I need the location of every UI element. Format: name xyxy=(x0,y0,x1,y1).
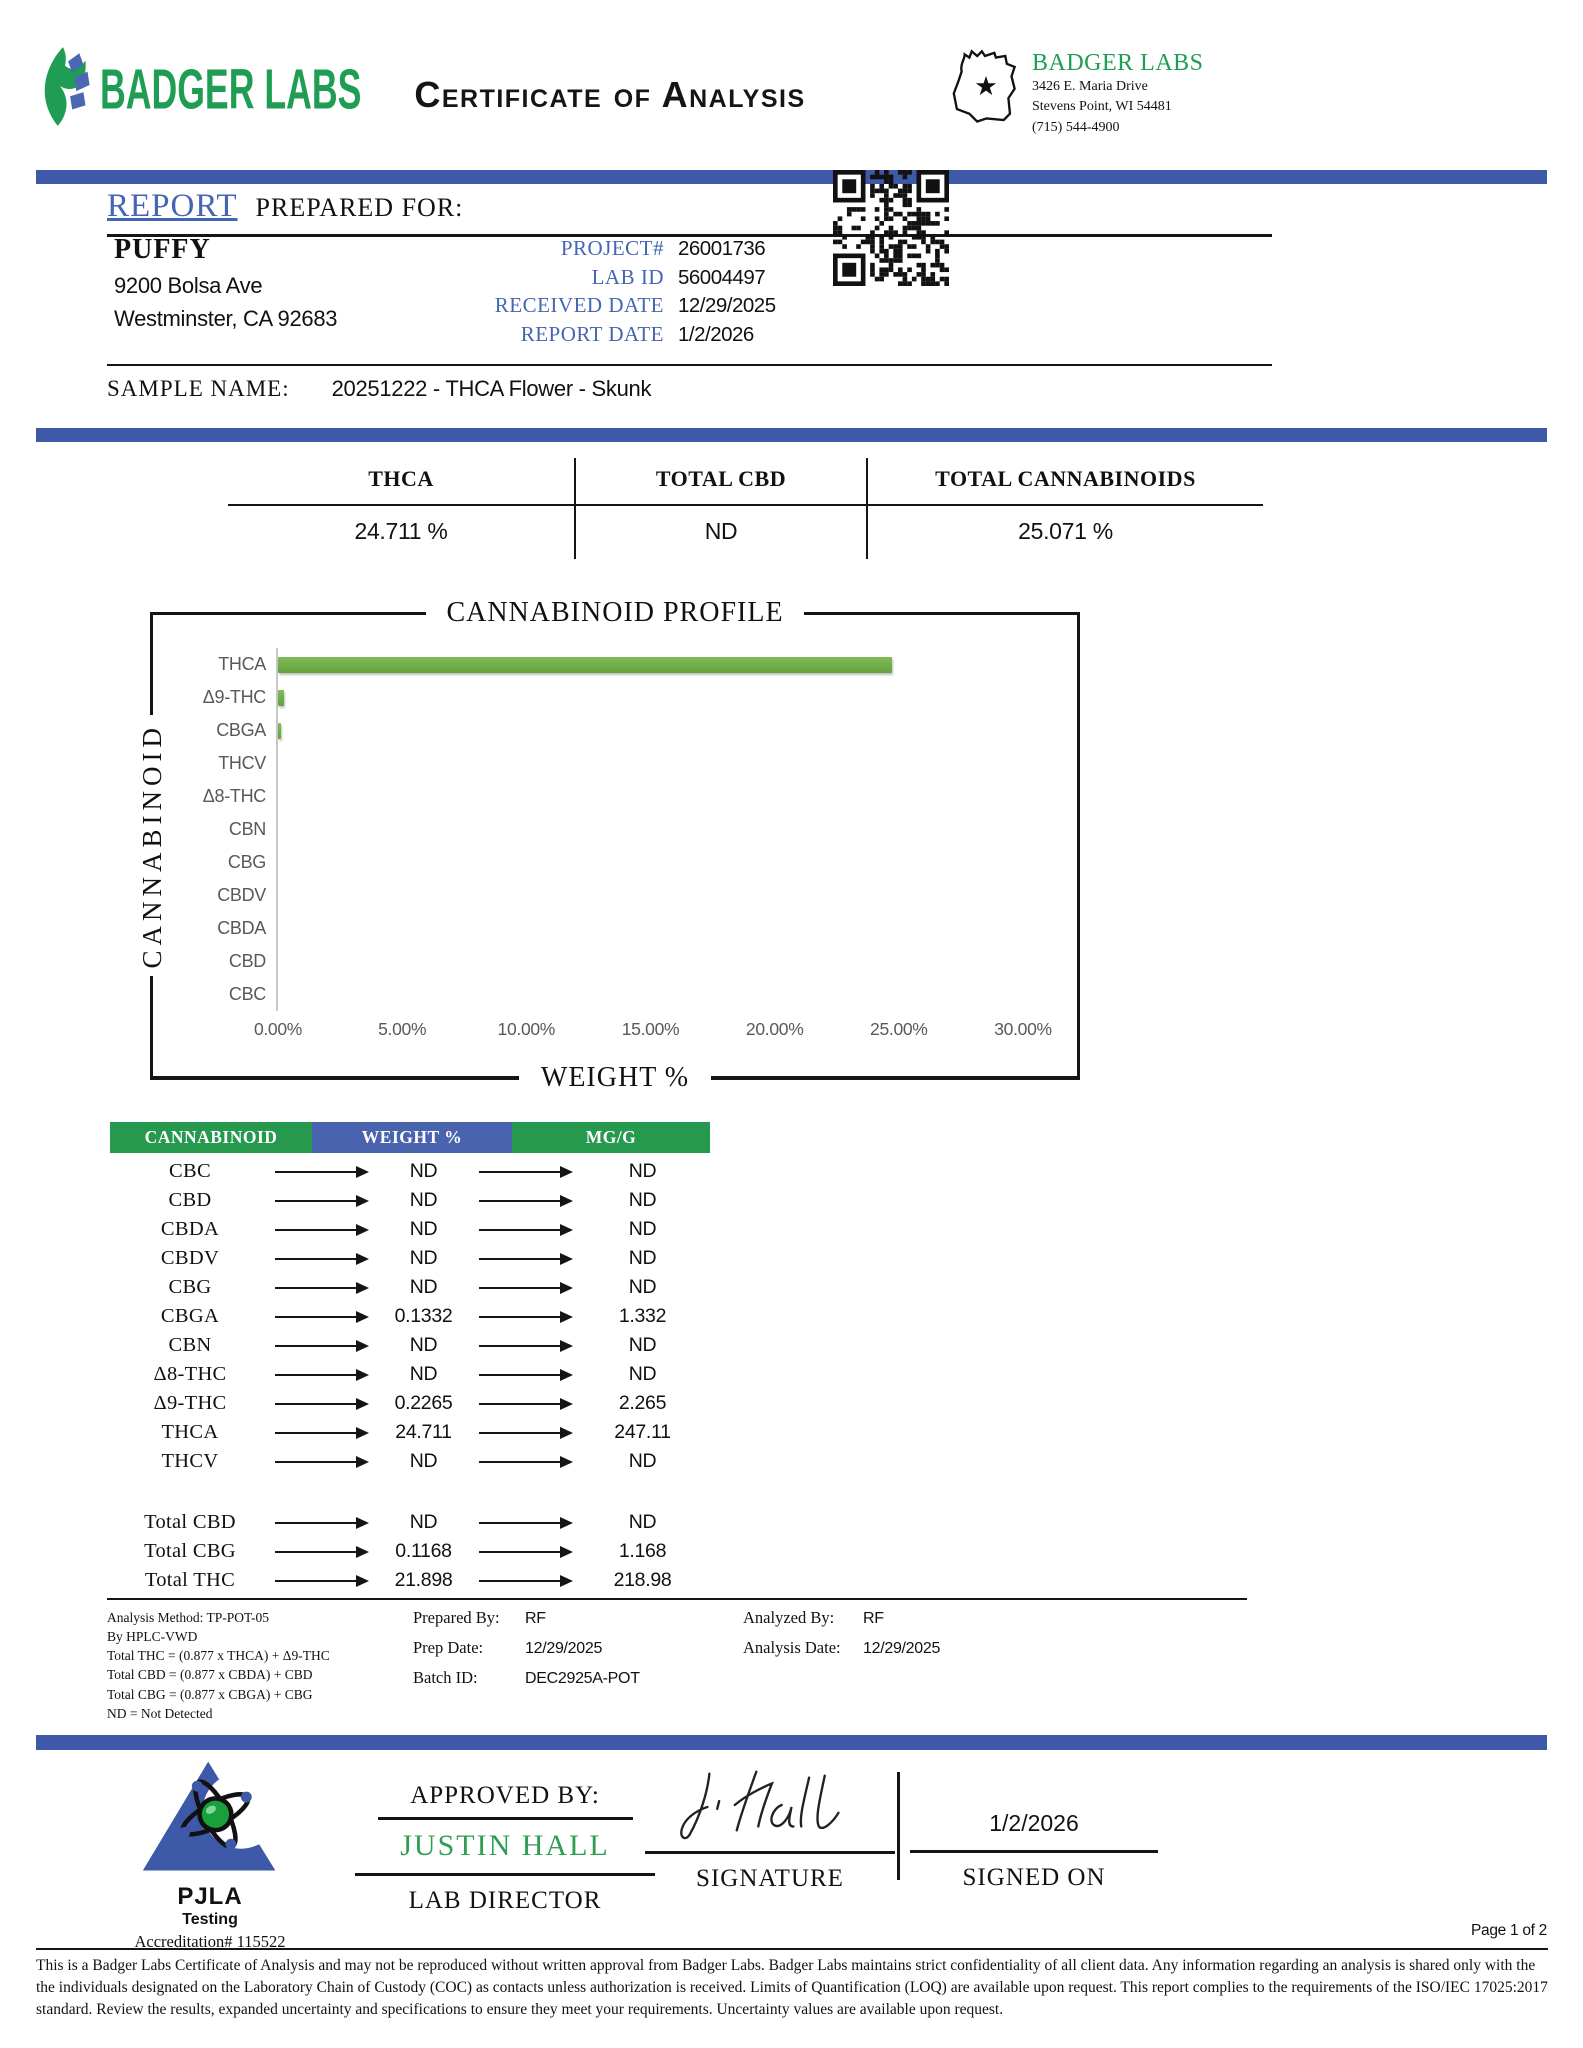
report-field-value: 26001736 xyxy=(678,237,766,260)
star-icon: ★ xyxy=(974,71,998,102)
table-row xyxy=(110,1566,710,1595)
summary-header: TOTAL CBD xyxy=(576,458,866,506)
arrow-cell xyxy=(475,1345,575,1347)
right-arrow-icon xyxy=(275,1522,367,1524)
arrow-cell xyxy=(475,1258,575,1260)
arrow-cell xyxy=(270,1374,372,1376)
mg-per-g-value: ND xyxy=(628,1247,657,1269)
method-note-line: Analysis Method: TP-POT-05 xyxy=(107,1610,270,1625)
chart-row xyxy=(194,813,1080,846)
chart-row xyxy=(194,978,1080,1011)
right-arrow-icon xyxy=(275,1345,367,1347)
chart-bar-track xyxy=(276,879,1023,912)
report-field-value: 1/2/2026 xyxy=(678,322,754,346)
pjla-name: PJLA xyxy=(177,1883,243,1910)
summary-table xyxy=(228,458,1263,559)
chart-bar-track xyxy=(276,813,1023,846)
right-arrow-icon xyxy=(275,1403,367,1405)
right-arrow-icon xyxy=(479,1345,571,1347)
cannabinoid-name: CBC xyxy=(169,1160,211,1182)
chart-bar-track xyxy=(276,747,1023,780)
results-table xyxy=(110,1122,710,1595)
cannabinoid-profile-chart xyxy=(137,594,1080,1097)
chart-bar-track xyxy=(276,714,1023,747)
client-address-line2: Westminster, CA 92683 xyxy=(114,306,338,331)
report-field xyxy=(330,236,808,265)
lab-phone: (715) 544-4900 xyxy=(1032,119,1120,135)
prep-date-label: Prep Date: xyxy=(413,1638,484,1657)
chart-category-label: CBC xyxy=(228,984,266,1004)
arrow-cell xyxy=(270,1171,372,1173)
chart-border-line xyxy=(150,1076,519,1080)
weight-percent-value: 21.898 xyxy=(394,1569,453,1591)
right-arrow-icon xyxy=(479,1287,571,1289)
logo-wordmark: BADGER LABS xyxy=(100,58,362,121)
mg-per-g-value: ND xyxy=(628,1160,657,1182)
pjla-accreditation-block xyxy=(100,1758,320,1952)
signature-block xyxy=(645,1760,895,1893)
chart-bar xyxy=(278,690,284,706)
weight-percent-value: ND xyxy=(409,1363,438,1385)
chart-body xyxy=(137,632,1080,1059)
cannabinoid-name: Total THC xyxy=(144,1569,236,1591)
chart-border-line xyxy=(804,612,1080,615)
right-arrow-icon xyxy=(479,1374,571,1376)
chart-bar-track xyxy=(276,945,1023,978)
arrow-cell xyxy=(475,1374,575,1376)
report-heading-rest: PREPARED FOR: xyxy=(255,193,464,222)
chart-x-axis-label: WEIGHT % xyxy=(540,1062,690,1093)
weight-percent-value: ND xyxy=(409,1189,438,1211)
chart-plot-area xyxy=(194,632,1080,1059)
arrow-cell xyxy=(475,1316,575,1318)
right-arrow-icon xyxy=(275,1200,367,1202)
report-heading-accent: REPORT xyxy=(107,188,238,224)
table-row xyxy=(110,1537,710,1566)
method-note-line: By HPLC-VWD xyxy=(107,1629,198,1645)
report-field-label: LAB ID xyxy=(591,264,664,289)
approved-by-block xyxy=(355,1782,655,1915)
divider-bar-middle xyxy=(36,428,1547,442)
cannabinoid-name: CBDA xyxy=(160,1218,220,1240)
batch-id-label: Batch ID: xyxy=(413,1668,478,1687)
report-field-value: 56004497 xyxy=(678,265,766,289)
analyzed-by-row xyxy=(743,1608,940,1628)
pjla-logo-icon xyxy=(135,1863,285,1880)
table-row xyxy=(110,1302,710,1331)
chart-category-label: THCA xyxy=(218,654,266,674)
weight-percent-value: 24.711 xyxy=(395,1421,452,1443)
approver-title: LAB DIRECTOR xyxy=(408,1887,602,1914)
arrow-cell xyxy=(475,1171,575,1173)
chart-category-label: CBG xyxy=(227,852,266,872)
pjla-sub: Testing xyxy=(182,1911,238,1928)
client-name: PUFFY xyxy=(114,234,211,265)
summary-column xyxy=(576,458,868,559)
report-field-label: REPORT DATE xyxy=(520,321,664,346)
badger-leaf-icon xyxy=(34,44,96,135)
table-header-cell: WEIGHT % xyxy=(312,1122,512,1153)
chart-bar xyxy=(278,723,281,739)
client-block xyxy=(114,234,337,332)
table-row xyxy=(110,1360,710,1389)
right-arrow-icon xyxy=(275,1316,367,1318)
right-arrow-icon xyxy=(479,1171,571,1173)
chart-left-border xyxy=(137,632,194,1059)
mg-per-g-value: 1.168 xyxy=(618,1540,667,1562)
right-arrow-icon xyxy=(275,1287,367,1289)
report-heading xyxy=(107,188,1272,237)
mg-per-g-value: ND xyxy=(628,1334,657,1356)
table-header-cell: MG/G xyxy=(512,1122,710,1153)
chart-category-label: Δ8-THC xyxy=(202,786,266,806)
right-arrow-icon xyxy=(479,1522,571,1524)
chart-bar-track xyxy=(276,648,1023,681)
right-arrow-icon xyxy=(479,1432,571,1434)
analyzed-by-label: Analyzed By: xyxy=(743,1608,835,1627)
chart-row xyxy=(194,681,1080,714)
weight-percent-value: ND xyxy=(409,1334,438,1356)
report-field xyxy=(330,322,808,351)
right-arrow-icon xyxy=(275,1229,367,1231)
weight-percent-value: 0.1168 xyxy=(395,1540,452,1562)
chart-bar xyxy=(278,657,892,673)
right-arrow-icon xyxy=(275,1171,367,1173)
prepared-by-row xyxy=(413,1608,743,1628)
right-arrow-icon xyxy=(479,1403,571,1405)
analysis-info-notes xyxy=(743,1608,940,1723)
table-header-cell: CANNABINOID xyxy=(110,1122,312,1153)
signature-handwriting xyxy=(660,1835,880,1852)
signed-on-label: SIGNED ON xyxy=(962,1864,1106,1891)
right-arrow-icon xyxy=(479,1316,571,1318)
analysis-method-notes xyxy=(107,1608,407,1723)
table-row xyxy=(110,1273,710,1302)
chart-border-line xyxy=(150,613,153,715)
chart-axis-tick: 20.00% xyxy=(745,1019,804,1039)
lab-info-block xyxy=(946,38,1204,143)
arrow-cell xyxy=(475,1229,575,1231)
right-arrow-icon xyxy=(275,1432,367,1434)
analysis-date-value: 12/29/2025 xyxy=(863,1640,941,1657)
summary-value: ND xyxy=(704,518,738,544)
batch-id-row xyxy=(413,1668,743,1688)
mg-per-g-value: ND xyxy=(628,1276,657,1298)
lab-address-line1: 3426 E. Maria Drive xyxy=(1032,79,1148,94)
chart-bar-track xyxy=(276,912,1023,945)
arrow-cell xyxy=(270,1522,372,1524)
chart-axis-tick: 30.00% xyxy=(994,1019,1052,1039)
mg-per-g-value: ND xyxy=(628,1511,657,1533)
cannabinoid-name: CBGA xyxy=(160,1305,220,1327)
table-row xyxy=(110,1331,710,1360)
table-row xyxy=(110,1157,710,1186)
signature-label: SIGNATURE xyxy=(696,1865,844,1892)
cannabinoid-name: THCV xyxy=(161,1450,219,1472)
report-fields xyxy=(330,236,808,350)
prepared-by-value: RF xyxy=(525,1610,546,1627)
chart-y-axis-label: CANNABINOID xyxy=(137,722,167,969)
chart-row xyxy=(194,912,1080,945)
weight-percent-value: 0.2265 xyxy=(394,1392,453,1414)
weight-percent-value: ND xyxy=(409,1218,438,1240)
chart-category-label: THCV xyxy=(218,753,266,773)
weight-percent-value: ND xyxy=(409,1160,438,1182)
lab-name: BADGER LABS xyxy=(1032,50,1204,76)
chart-category-label: Δ9-THC xyxy=(202,687,266,707)
summary-header: THCA xyxy=(228,458,574,506)
table-row xyxy=(110,1447,710,1476)
chart-top-border xyxy=(150,594,1080,632)
cannabinoid-name: Total CBD xyxy=(144,1511,236,1533)
cannabinoid-name: Total CBG xyxy=(144,1540,236,1562)
chart-row xyxy=(194,879,1080,912)
arrow-cell xyxy=(270,1403,372,1405)
chart-bars xyxy=(194,648,1080,1011)
chart-row xyxy=(194,780,1080,813)
arrow-cell xyxy=(270,1461,372,1463)
cannabinoid-name: CBDV xyxy=(160,1247,220,1269)
arrow-cell xyxy=(475,1287,575,1289)
client-address-line1: 9200 Bolsa Ave xyxy=(114,273,263,298)
right-arrow-icon xyxy=(479,1258,571,1260)
summary-column xyxy=(228,458,576,559)
document-title: Certificate of Analysis xyxy=(414,74,806,115)
chart-category-label: CBN xyxy=(228,819,266,839)
arrow-cell xyxy=(475,1432,575,1434)
mg-per-g-value: 218.98 xyxy=(613,1569,672,1591)
table-row xyxy=(110,1508,710,1537)
signature-divider xyxy=(897,1772,900,1880)
chart-title: CANNABINOID PROFILE xyxy=(446,597,784,628)
preparation-notes xyxy=(407,1608,743,1723)
chart-axis-tick: 10.00% xyxy=(497,1019,556,1039)
cannabinoid-name: CBD xyxy=(168,1189,212,1211)
arrow-cell xyxy=(475,1580,575,1582)
method-note-line: Total CBG = (0.877 x CBGA) + CBG xyxy=(107,1686,313,1702)
chart-bar-track xyxy=(276,978,1023,1011)
footer-disclaimer: This is a Badger Labs Certificate of Analysis and may not be reproduced without written approval from Badger Labs. Badger Labs maintains strict confidentiality of all client data. Any information regarding an analysis is shared only with the the individuals designated on the Laboratory Chain of Custody (COC) as contacts unless authorization is received. Limits of Quantification (LOQ) are available upon request. This report complies to the requirements of the ISO/IEC 17025:2017 standard. Review the results, expanded uncertainty and specifications to ensure they meet your requirements. Uncertainty values are available upon request. xyxy=(36,1948,1548,2021)
sample-name-value: 20251222 - THCA Flower - Skunk xyxy=(331,376,652,401)
mg-per-g-value: ND xyxy=(628,1363,657,1385)
mg-per-g-value: 247.11 xyxy=(614,1421,671,1443)
summary-header: TOTAL CANNABINOIDS xyxy=(868,458,1263,506)
chart-category-label: CBGA xyxy=(216,720,266,740)
right-arrow-icon xyxy=(275,1258,367,1260)
chart-bar-track xyxy=(276,846,1023,879)
right-arrow-icon xyxy=(275,1551,367,1553)
chart-category-label: CBDA xyxy=(217,918,266,938)
chart-axis-tick: 5.00% xyxy=(378,1019,427,1039)
arrow-cell xyxy=(270,1287,372,1289)
arrow-cell xyxy=(270,1432,372,1434)
chart-axis-tick: 0.00% xyxy=(253,1019,303,1039)
prep-date-row xyxy=(413,1638,743,1658)
right-arrow-icon xyxy=(275,1461,367,1463)
arrow-cell xyxy=(475,1403,575,1405)
report-field xyxy=(330,265,808,294)
chart-bar-track xyxy=(276,681,1023,714)
arrow-cell xyxy=(270,1551,372,1553)
table-row xyxy=(110,1389,710,1418)
chart-row xyxy=(194,846,1080,879)
arrow-cell xyxy=(270,1580,372,1582)
lab-address-line2: Stevens Point, WI 54481 xyxy=(1032,99,1172,115)
table-row xyxy=(110,1418,710,1447)
qr-code xyxy=(833,170,949,286)
report-field xyxy=(330,293,808,322)
right-arrow-icon xyxy=(479,1580,571,1582)
analysis-date-label: Analysis Date: xyxy=(743,1638,841,1657)
right-arrow-icon xyxy=(275,1374,367,1376)
chart-row xyxy=(194,945,1080,978)
chart-axis-tick: 25.00% xyxy=(870,1019,928,1039)
lab-address xyxy=(1032,38,1204,143)
right-arrow-icon xyxy=(479,1551,571,1553)
arrow-cell xyxy=(475,1551,575,1553)
chart-border-line xyxy=(150,612,426,615)
page-number: Page 1 of 2 xyxy=(1471,1922,1547,1939)
signed-on-date: 1/2/2026 xyxy=(910,1810,1158,1853)
chart-row xyxy=(194,714,1080,747)
summary-value: 25.071 % xyxy=(1018,518,1113,544)
mg-per-g-value: 1.332 xyxy=(618,1305,667,1327)
cannabinoid-name: Δ9-THC xyxy=(153,1392,227,1414)
report-field-value: 12/29/2025 xyxy=(678,294,776,317)
sample-name-row xyxy=(107,364,1272,402)
results-table-rows xyxy=(110,1157,710,1476)
chart-border-line xyxy=(150,976,153,1078)
results-table-totals xyxy=(110,1508,710,1595)
analysis-notes xyxy=(107,1598,1247,1723)
arrow-cell xyxy=(270,1200,372,1202)
chart-bottom-border xyxy=(150,1059,1080,1097)
right-arrow-icon xyxy=(479,1200,571,1202)
arrow-cell xyxy=(475,1522,575,1524)
cannabinoid-name: THCA xyxy=(161,1421,219,1443)
batch-id-value: DEC2925A-POT xyxy=(525,1670,640,1687)
report-field-label: PROJECT# xyxy=(560,236,664,260)
report-field-label: RECEIVED DATE xyxy=(494,293,664,317)
weight-percent-value: ND xyxy=(409,1511,438,1533)
table-row xyxy=(110,1186,710,1215)
chart-category-label: CBD xyxy=(228,951,266,971)
arrow-cell xyxy=(270,1258,372,1260)
weight-percent-value: ND xyxy=(409,1247,438,1269)
arrow-cell xyxy=(475,1461,575,1463)
results-table-header xyxy=(110,1122,710,1153)
method-note-line: Total CBD = (0.877 x CBDA) + CBD xyxy=(107,1667,313,1683)
chart-category-label: CBDV xyxy=(217,885,266,905)
divider-bar-bottom xyxy=(36,1735,1547,1750)
weight-percent-value: ND xyxy=(409,1276,438,1298)
approved-by-label: APPROVED BY: xyxy=(378,1782,633,1820)
cannabinoid-name: CBN xyxy=(168,1334,212,1356)
arrow-cell xyxy=(270,1229,372,1231)
chart-row xyxy=(194,747,1080,780)
divider-bar-top xyxy=(36,170,1547,184)
arrow-cell xyxy=(475,1200,575,1202)
prepared-by-label: Prepared By: xyxy=(413,1608,500,1627)
table-row xyxy=(110,1215,710,1244)
weight-percent-value: ND xyxy=(409,1450,438,1472)
summary-column xyxy=(868,458,1263,559)
mg-per-g-value: ND xyxy=(628,1450,657,1472)
right-arrow-icon xyxy=(479,1229,571,1231)
summary-value: 24.711 % xyxy=(354,518,448,544)
method-note-line: Total THC = (0.877 x THCA) + Δ9-THC xyxy=(107,1648,330,1664)
chart-x-axis xyxy=(253,1019,1080,1059)
prep-date-value: 12/29/2025 xyxy=(525,1640,603,1657)
table-row xyxy=(110,1244,710,1273)
analysis-date-row xyxy=(743,1638,940,1658)
cannabinoid-name: CBG xyxy=(168,1276,212,1298)
mg-per-g-value: ND xyxy=(628,1218,657,1240)
chart-border-line xyxy=(711,1076,1080,1080)
arrow-cell xyxy=(270,1316,372,1318)
chart-axis-tick: 15.00% xyxy=(621,1019,680,1039)
arrow-cell xyxy=(270,1345,372,1347)
mg-per-g-value: ND xyxy=(628,1189,657,1211)
signed-on-block xyxy=(910,1760,1158,1892)
right-arrow-icon xyxy=(275,1580,367,1582)
approver-name: JUSTIN HALL xyxy=(355,1820,655,1876)
right-arrow-icon xyxy=(479,1461,571,1463)
wisconsin-map-icon xyxy=(946,38,1024,143)
accreditation-number: Accreditation# 115522 xyxy=(134,1932,286,1951)
chart-bar-track xyxy=(276,780,1023,813)
mg-per-g-value: 2.265 xyxy=(618,1392,667,1414)
cannabinoid-name: Δ8-THC xyxy=(153,1363,227,1385)
method-note-line: ND = Not Detected xyxy=(107,1705,213,1721)
sample-name-label: SAMPLE NAME: xyxy=(107,376,290,401)
chart-row xyxy=(194,648,1080,681)
weight-percent-value: 0.1332 xyxy=(394,1305,453,1327)
analyzed-by-value: RF xyxy=(863,1610,884,1627)
